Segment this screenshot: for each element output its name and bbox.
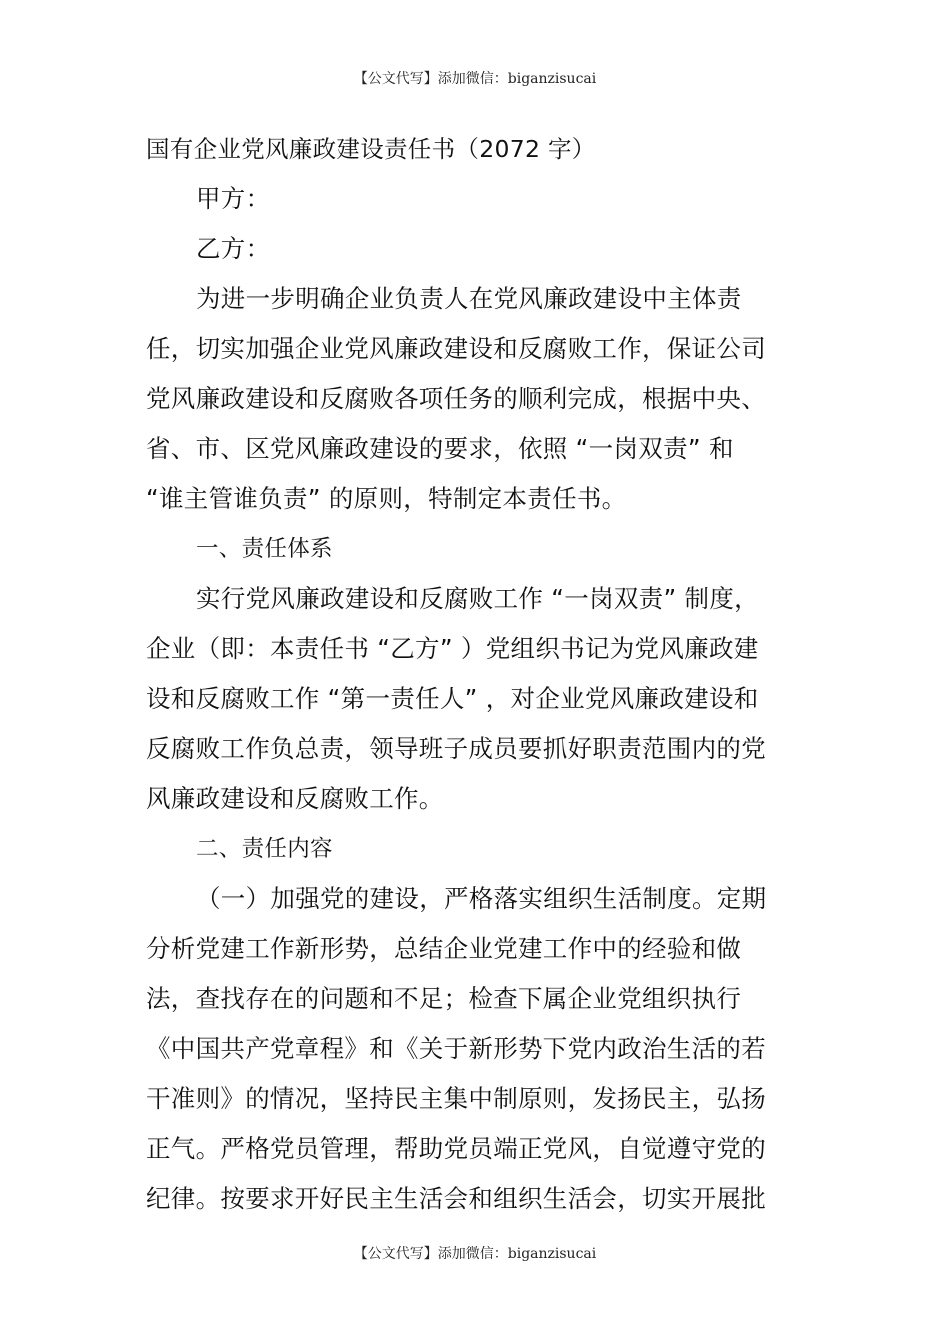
paragraph-line: 《中国共产党章程》和《关于新形势下党内政治生活的若 — [146, 1034, 766, 1063]
paragraph-line: 党风廉政建设和反腐败各项任务的顺利完成，根据中央、 — [146, 384, 766, 413]
paragraph-line: 反腐败工作负总责，领导班子成员要抓好职责范围内的党 — [146, 734, 766, 763]
section1-paragraph — [146, 574, 808, 824]
party-a-label: 甲方： — [196, 184, 271, 213]
paragraph-line: “谁主管谁负责” 的原则，特制定本责任书。 — [146, 484, 627, 513]
paragraph-line: 正气。严格党员管理，帮助党员端正党风，自觉遵守党的 — [146, 1134, 766, 1163]
paragraph-line: （一）加强党的建设，严格落实组织生活制度。定期 — [196, 884, 767, 913]
paragraph-line: 实行党风廉政建设和反腐败工作 “一岗双责” 制度， — [196, 584, 759, 613]
paragraph-line: 省、市、区党风廉政建设的要求，依照 “一岗双责” 和 — [146, 434, 734, 463]
paragraph-line: 纪律。按要求开好民主生活会和组织生活会，切实开展批 — [146, 1184, 766, 1213]
page-header-watermark: 【公文代写】添加微信：biganzisucai — [353, 71, 597, 87]
paragraph-line: 设和反腐败工作 “第一责任人” ，对企业党风廉政建设和 — [146, 684, 759, 713]
party-b-label: 乙方： — [196, 234, 271, 263]
page-footer-watermark: 【公文代写】添加微信：biganzisucai — [353, 1246, 597, 1262]
paragraph-line: 法，查找存在的问题和不足；检查下属企业党组织执行 — [146, 984, 742, 1013]
section-heading-responsibility-system: 一、责任体系 — [196, 536, 333, 562]
paragraph-line: 干准则》的情况，坚持民主集中制原则，发扬民主，弘扬 — [146, 1084, 766, 1113]
paragraph-line: 任，切实加强企业党风廉政建设和反腐败工作，保证公司 — [146, 334, 766, 363]
paragraph-line: 为进一步明确企业负责人在党风廉政建设中主体责 — [196, 284, 742, 313]
document-body — [146, 124, 808, 1224]
intro-paragraph — [146, 274, 808, 524]
paragraph-line: 风廉政建设和反腐败工作。 — [146, 784, 444, 813]
section2-paragraph — [146, 874, 808, 1224]
section-heading-responsibility-content: 二、责任内容 — [196, 836, 333, 862]
document-title: 国有企业党风廉政建设责任书（2072 字） — [146, 135, 596, 163]
paragraph-line: 分析党建工作新形势，总结企业党建工作中的经验和做 — [146, 934, 742, 963]
paragraph-line: 企业（即：本责任书 “乙方” ）党组织书记为党风廉政建 — [146, 634, 759, 663]
